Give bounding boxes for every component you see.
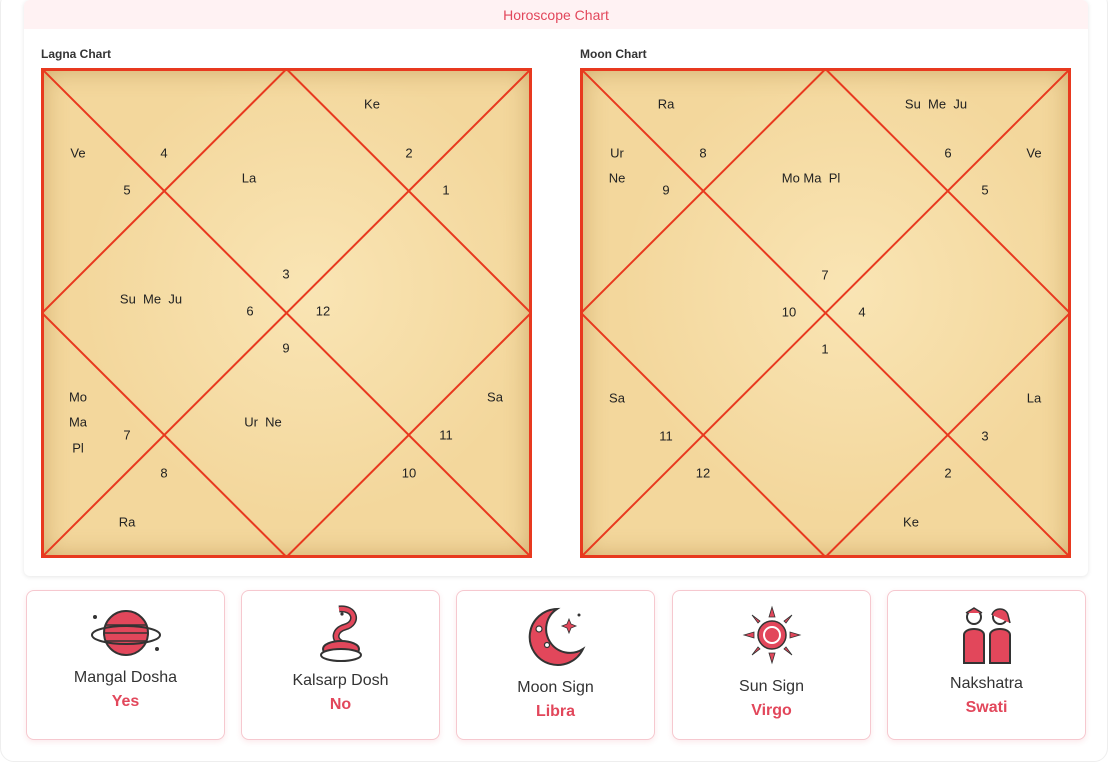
crescent-moon-icon xyxy=(525,605,587,669)
moon-label: 2 xyxy=(944,465,952,481)
lagna-label: 7 xyxy=(123,427,131,443)
lagna-chart-title: Lagna Chart xyxy=(41,47,112,61)
moon-label: 3 xyxy=(981,428,989,444)
card-value: Libra xyxy=(535,703,576,720)
card-value: Swati xyxy=(965,699,1008,716)
moon-label: 5 xyxy=(981,182,989,198)
card-title: Sun Sign xyxy=(739,678,804,695)
lagna-label: 2 xyxy=(405,145,413,161)
moon-label: Ke xyxy=(903,514,919,530)
moon-label: Su Me Ju xyxy=(904,96,968,112)
moon-label: 7 xyxy=(821,267,829,283)
lagna-label: Ur Ne xyxy=(244,414,282,430)
sun-icon xyxy=(742,605,802,665)
moon-label: Ra xyxy=(657,96,675,112)
sun-sign-card[interactable] xyxy=(672,590,871,740)
moon-label: 8 xyxy=(699,145,707,161)
moon-label: 4 xyxy=(858,304,866,320)
lagna-label: Mo xyxy=(68,389,88,405)
lagna-label: 11 xyxy=(439,427,453,443)
moon-label: Ne xyxy=(608,170,626,186)
horoscope-card xyxy=(24,0,1088,576)
moon-label: Ve xyxy=(1026,145,1042,161)
lagna-label: Sa xyxy=(487,389,503,405)
moon-label: 9 xyxy=(662,182,670,198)
moon-label: 11 xyxy=(659,428,673,444)
moon-label: La xyxy=(1026,390,1042,406)
nakshatra-card[interactable] xyxy=(887,590,1086,740)
lagna-label: 5 xyxy=(123,182,131,198)
moon-label: Mo Ma Pl xyxy=(781,170,841,186)
planet-icon xyxy=(89,605,163,661)
lagna-label: 9 xyxy=(282,340,290,356)
card-header: Horoscope Chart xyxy=(24,0,1088,29)
mangal-dosha-card[interactable] xyxy=(26,590,225,740)
moon-label: Ur xyxy=(610,145,624,161)
lagna-chart xyxy=(41,68,532,558)
twins-icon xyxy=(952,605,1022,665)
moon-sign-card[interactable] xyxy=(456,590,655,740)
card-title: Nakshatra xyxy=(950,675,1023,692)
serpent-icon xyxy=(311,605,371,663)
moon-label: Sa xyxy=(609,390,625,406)
lagna-chart-lines xyxy=(41,68,532,558)
moon-label: 6 xyxy=(944,145,952,161)
moon-chart-lines xyxy=(580,68,1071,558)
lagna-label: Ra xyxy=(118,514,136,530)
card-title: Kalsarp Dosh xyxy=(292,672,389,689)
moon-label: 1 xyxy=(821,341,829,357)
lagna-label: 10 xyxy=(401,465,417,481)
lagna-label: 3 xyxy=(282,266,290,282)
moon-label: 12 xyxy=(695,465,711,481)
moon-label: 10 xyxy=(781,304,797,320)
card-title: Mangal Dosha xyxy=(73,669,178,686)
lagna-label: 12 xyxy=(315,303,331,319)
moon-chart xyxy=(580,68,1071,558)
lagna-label: Ve xyxy=(70,145,86,161)
lagna-label: 8 xyxy=(160,465,168,481)
lagna-label: Ke xyxy=(364,96,380,112)
card-value: No xyxy=(329,696,352,713)
moon-chart-title: Moon Chart xyxy=(580,47,647,61)
lagna-label: Su Me Ju xyxy=(119,291,183,307)
lagna-label: Ma xyxy=(68,414,88,430)
lagna-label: La xyxy=(241,170,257,186)
kalsarp-dosh-card[interactable] xyxy=(241,590,440,740)
lagna-label: 1 xyxy=(442,182,450,198)
card-value: Yes xyxy=(111,693,140,710)
card-title: Moon Sign xyxy=(517,679,594,696)
lagna-label: 4 xyxy=(160,145,168,161)
lagna-label: 6 xyxy=(246,303,254,319)
card-value: Virgo xyxy=(751,702,792,719)
lagna-label: Pl xyxy=(72,440,84,456)
